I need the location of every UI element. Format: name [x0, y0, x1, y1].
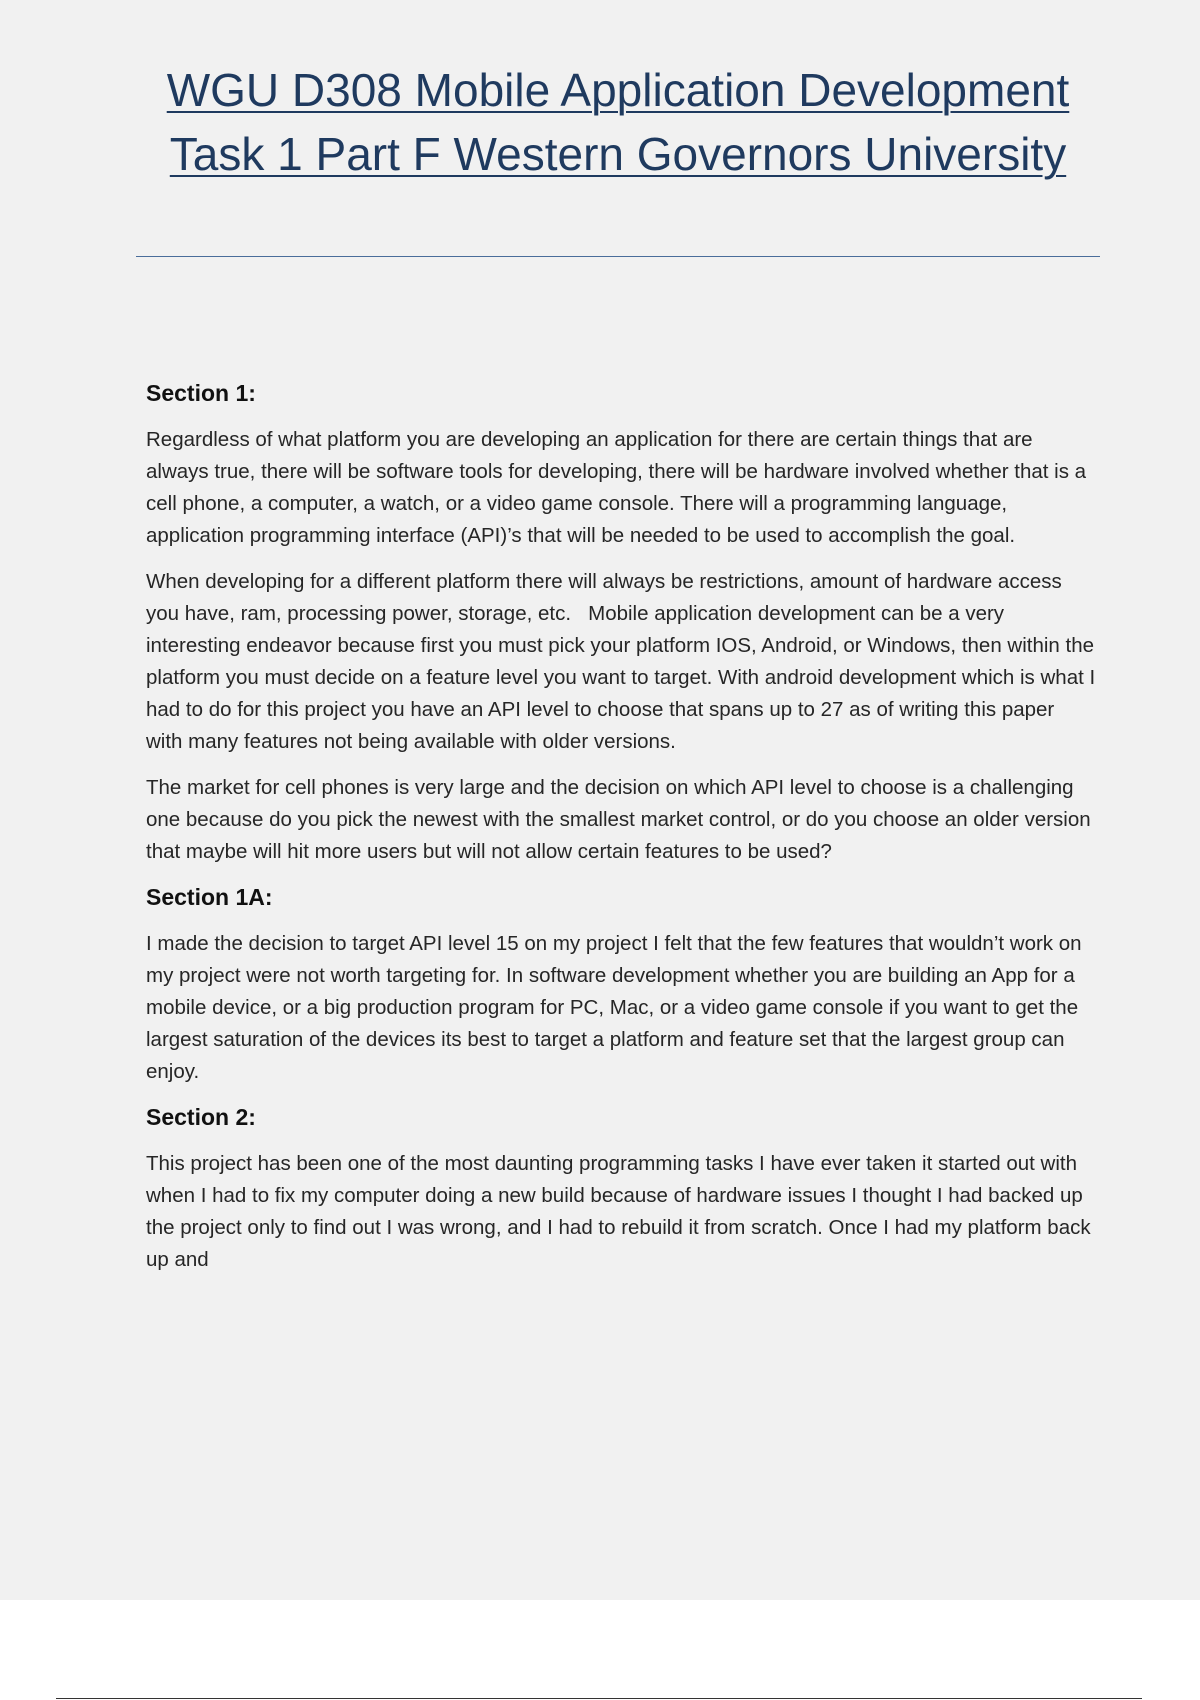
- document-title-link[interactable]: WGU D308 Mobile Application Development Task 1 Part F Western Governors University: [166, 64, 1070, 180]
- paragraph: When developing for a different platform there will always be restrictions, amount of hardware access you have, ram, processing power, storage, etc. Mobile application development can be a very interesting endeavor because first you must pick your platform IOS, Android, or Windows, then within the platform you must decide on a feature level you want to target. With android development which is what I had to do for this project you have an API level to choose that spans up to 27 as of writing this paper with many features not being available with older versions.: [146, 570, 1101, 753]
- paragraph: Regardless of what platform you are developing an application for there are certain things that are always true, there will be software tools for developing, there will be hardware involved whether that is a cell phone, a computer, a watch, or a video game console. There will a programming language, application programming interface (API)’s that will be needed to be used to accomplish the goal.: [146, 428, 1092, 547]
- document-body: [146, 378, 1101, 1290]
- title-divider: [136, 256, 1100, 257]
- section-heading: Section 1:: [146, 380, 256, 406]
- section-heading: Section 1A:: [146, 884, 273, 910]
- footer-divider: [56, 1698, 1142, 1699]
- document-title: [136, 58, 1100, 186]
- section-heading: Section 2:: [146, 1104, 256, 1130]
- paragraph: The market for cell phones is very large and the decision on which API level to choose is a challenging one because do you pick the newest with the smallest market control, or do you choose an older version that maybe will hit more users but will not allow certain features to be used?: [146, 776, 1097, 863]
- section-2: [146, 1102, 1096, 1276]
- paragraph: This project has been one of the most daunting programming tasks I have ever taken it started out with when I had to fix my computer doing a new build because of hardware issues I thought I had backed up the project only to find out I was wrong, and I had to rebuild it from scratch. Once I had my platform back up and: [146, 1152, 1097, 1271]
- section-1: [146, 378, 1101, 868]
- paragraph: I made the decision to target API level 15 on my project I felt that the few features that wouldn’t work on my project were not worth targeting for. In software development whether you are building an App for a mobile device, or a big production program for PC, Mac, or a video game console if you want to get the largest saturation of the devices its best to target a platform and feature set that the largest group can enjoy.: [146, 932, 1088, 1083]
- section-1a: [146, 882, 1096, 1088]
